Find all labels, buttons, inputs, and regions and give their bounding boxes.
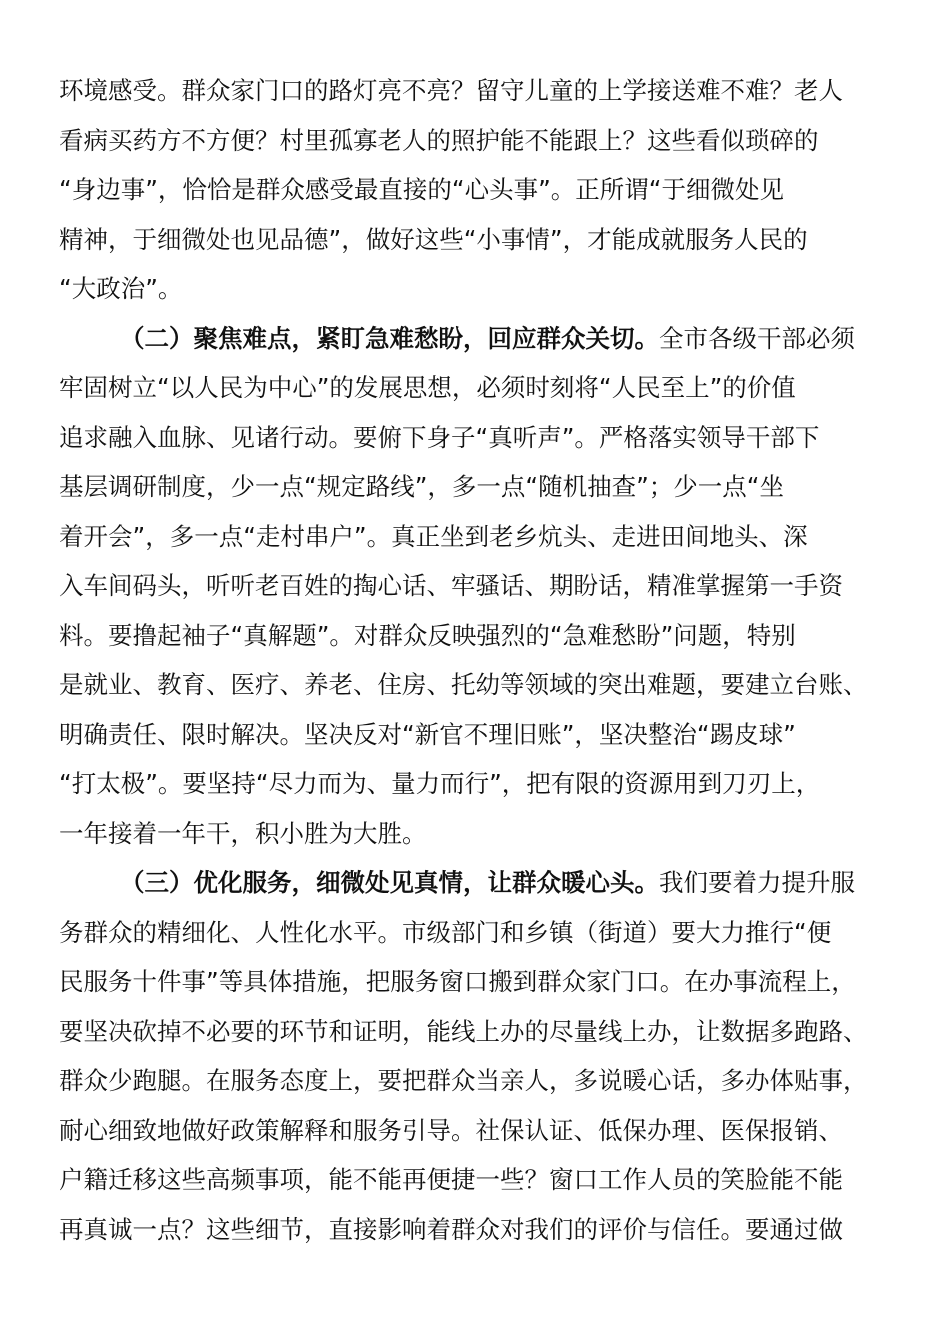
text-line: 料。要撸起袖子“真解题”。对群众反映强烈的“急难愁盼”问题，特别 — [59, 620, 796, 650]
text-line: 民服务十件事”等具体措施，把服务窗口搬到群众家门口。在办事流程上， — [59, 967, 856, 996]
text-line: 耐心细致地做好政策解释和服务引导。社保认证、低保办理、医保报销、 — [59, 1115, 843, 1145]
text-line: “大政治”。 — [59, 274, 183, 303]
text-line: 群众少跑腿。在服务态度上，要把群众当亲人，多说暖心话，多办体贴事， — [59, 1066, 868, 1095]
text-line: 牢固树立“以人民为中心”的发展思想，必须时刻将“人民至上”的价值 — [59, 373, 796, 402]
text-line: 明确责任、限时解决。坚决反对“新官不理旧账”，坚决整治“踢皮球” — [59, 719, 796, 749]
text-line: 基层调研制度，少一点“规定路线”，多一点“随机抽查”；少一点“坐 — [59, 472, 784, 501]
text-line: 再真诚一点？这些细节，直接影响着群众对我们的评价与信任。要通过做 — [59, 1214, 843, 1244]
text-line: 要坚决砍掉不必要的环节和证明，能线上办的尽量线上办，让数据多跑路、 — [59, 1016, 868, 1046]
text-line: 入车间码头，听听老百姓的掏心话、牢骚话、期盼话，精准掌握第一手资 — [59, 571, 843, 600]
text-line: 务群众的精细化、人性化水平。市级部门和乡镇（街道）要大力推行“便 — [59, 917, 832, 947]
text-line: 一年接着一年干，积小胜为大胜。 — [59, 818, 427, 848]
text-line: 精神，于细微处也见品德”，做好这些“小事情”，才能成就服务人民的 — [59, 224, 808, 254]
text-line: 追求融入血脉、见诸行动。要俯下身子“真听声”。严格落实领导干部下 — [59, 422, 820, 452]
body-text — [59, 66, 901, 1254]
text-line: 户籍迁移这些高频事项，能不能再便捷一些？窗口工作人员的笑脸能不能 — [59, 1165, 843, 1194]
section-3-first-text: 我们要着力提升服 — [659, 868, 855, 897]
section-3-heading: （三）优化服务，细微处见真情，让群众暖心头。 — [120, 868, 659, 897]
section-2-first-text: 全市各级干部必须 — [659, 323, 855, 353]
text-line: “打太极”。要坚持“尽力而为、量力而行”，把有限的资源用到刀刃上， — [59, 769, 821, 798]
section-2-heading: （二）聚焦难点，紧盯急难愁盼，回应群众关切。 — [120, 323, 659, 353]
text-line: 是就业、教育、医疗、养老、住房、托幼等领域的突出难题，要建立台账、 — [59, 670, 868, 699]
text-line: 看病买药方不方便？村里孤寡老人的照护能不能跟上？这些看似琐碎的 — [59, 125, 819, 155]
section-3-first-line — [59, 858, 901, 908]
text-line: 着开会”，多一点“走村串户”。真正坐到老乡炕头、走进田间地头、深 — [59, 521, 808, 551]
text-line: 环境感受。群众家门口的路灯亮不亮？留守儿童的上学接送难不难？老人 — [59, 76, 843, 105]
text-line: “身边事”，恰恰是群众感受最直接的“心头事”。正所谓“于细微处见 — [59, 175, 784, 204]
section-2-first-line — [59, 314, 901, 364]
